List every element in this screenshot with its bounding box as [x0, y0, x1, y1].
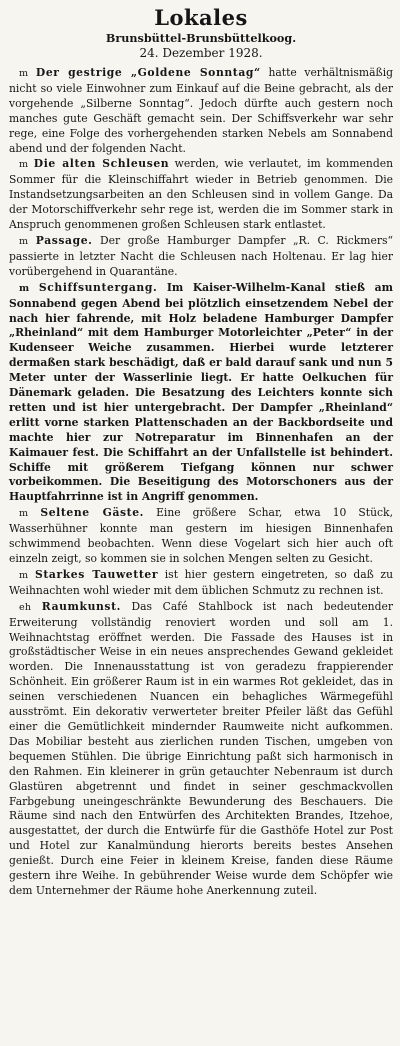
- article-marker: m: [19, 159, 29, 171]
- article-marker: m: [19, 569, 29, 581]
- article-keyword: Der gestrige „Goldene Sonntag“: [35, 66, 261, 79]
- article-text: ist hier gestern eingetreten, so daß zu Weihnachten wohl wieder mit dem üblichen Schmutz zu rechnen ist.: [9, 567, 394, 597]
- article-text: Der große Hamburger Dampfer „R. C. Rickmers“ passierte in letzter Nacht die Schleusen nach Holtenau. Er lag hier vorübergehend in Quarantäne.: [9, 233, 394, 278]
- article-passage: [9, 234, 393, 280]
- article-marker: m: [19, 282, 30, 294]
- article-marker: m: [19, 235, 29, 247]
- article-text: Eine größere Schar, etwa 10 Stück, Wasserhühner konnte man gestern im hiesigen Binnenhafen schwimmend beobachten. Wenn diese Vogelart sich hier auch oft einzeln zeigt, so kommen sie in solchen Mengen selten zu Gesicht.: [9, 506, 393, 565]
- article-keyword: Seltene Gäste.: [40, 506, 145, 520]
- article-goldener-sonntag: [9, 66, 393, 156]
- article-marker: m: [19, 68, 29, 79]
- article-text: werden, wie verlautet, im kommenden Sommer für die Kleinschiffahrt wieder in Betrieb genommen. Die Instandsetzungsarbeiten an den Schleusen sind in vollem Gange. Da der Motorschiffverkehr sehr rege ist, werden die im Sommer stark in Anspruch genommenen großen Schleusen stark entlastet.: [9, 157, 393, 232]
- article-keyword: Starkes Tauwetter: [34, 567, 159, 581]
- article-text: Das Café Stahlbock ist nach bedeutender Erweiterung vollständig renoviert worden und soll am 1. Weihnachtstag eröffnet werden. Die Fassade des Hauses ist in großstädtischer Weise in ein neues ansprechendes Gewand gekleidet worden. Die Innenausstattung ist von geradezu frappierender Schönheit. Ein größerer Raum ist in ein warmes Rot gekleidet, das in seinen verschiedenen Nuancen ein behagliches Wärmegefühl ausströmt. Ein dekorativ verwerteter breiter Pfeiler läßt das Gefühl einer die Gemütlichkeit mindernder Raumweite nicht aufkommen. Das Mobiliar besteht aus zierlichen runden Tischen, umgeben von bequemen Stühlen. Die übrige Einrichtung paßt sich harmonisch in den Rahmen. Ein kleinerer in grün getauchter Nebenraum ist durch Glastüren abgetrennt und findet in seiner geschmackvollen Farbgebung uneingeschränkte Bewunderung des Beschauers. Die Räume sind nach den Entwürfen des Architekten Brandes, Itzehoe, ausgestattet, der durch die Entwürfe für die Gasthöfe Hotel zur Post und Hotel zur Kanalmündung hierorts bereits bestes Ansehen genießt. Durch eine Feier in kleinem Kreise, fanden diese Räume gestern ihre Weihe. In gebührender Weise wurde dem Schöpfer wie dem Unternehmer der Räume hohe Anerkennung zuteil.: [9, 599, 393, 897]
- issue-date: 24. Dezember 1928.: [139, 46, 263, 60]
- article-text: Im Kaiser-Wilhelm-Kanal stieß am Sonnabend gegen Abend bei plötzlich einsetzendem Nebel der nach hier fahrende, mit Holz beladene Hamburger Dampfer „Rheinland“ mit dem Hamburger Motorleichter „Peter“ in der Kudenseer Weiche zusammen. Hierbei wurde letzterer dermaßen stark beschädigt, daß er bald darauf sank und nun 5 Meter unter der Wasserlinie liegt. Er hatte Oelkuchen für Dänemark geladen. Die Besatzung des Leichters konnte sich retten und ist hier untergebracht. Der Dampfer „Rheinland“ erlitt vorne starken Plattenschaden an der Backbordseite und machte hier zur Notreparatur im Binnenhafen an der Kaimauer fest. Die Schiffahrt an der Unfallstelle ist behindert. Schiffe mit größerem Tiefgang können nur schwer vorbeikommen. Die Beseitigung des Motorschoners aus der Hauptfahrrinne ist in Angriff genommen.: [9, 280, 393, 504]
- article-seltene-gaeste: [9, 506, 393, 567]
- article-schiffsuntergang: [9, 281, 393, 506]
- article-tauwetter: [9, 568, 393, 599]
- article-marker: eh: [19, 601, 32, 613]
- article-keyword: Die alten Schleusen: [33, 157, 170, 171]
- article-text: hatte verhältnismäßig nicht so viele Einwohner zum Einkauf auf die Beine gebracht, als der vorgehende „Silberne Sonntag“. Jedoch dürfte auch gestern noch manches gute Geschäft gemacht sein. Der Schiffsverkehr war sehr rege, eine Folge des vorhergehenden starken Nebels am Sonnabend abend und der folgenden Nacht.: [9, 66, 394, 155]
- article-keyword: Passage.: [35, 233, 93, 247]
- article-marker: m: [19, 508, 29, 520]
- section-title: Lokales: [154, 5, 248, 30]
- section-subtitle: Brunsbüttel-Brunsbüttelkoog.: [105, 31, 297, 45]
- article-keyword: Schiffsuntergang.: [38, 280, 158, 294]
- article-alte-schleusen: [9, 157, 393, 233]
- article-keyword: Raumkunst.: [41, 599, 121, 613]
- article-raumkunst: [9, 600, 393, 899]
